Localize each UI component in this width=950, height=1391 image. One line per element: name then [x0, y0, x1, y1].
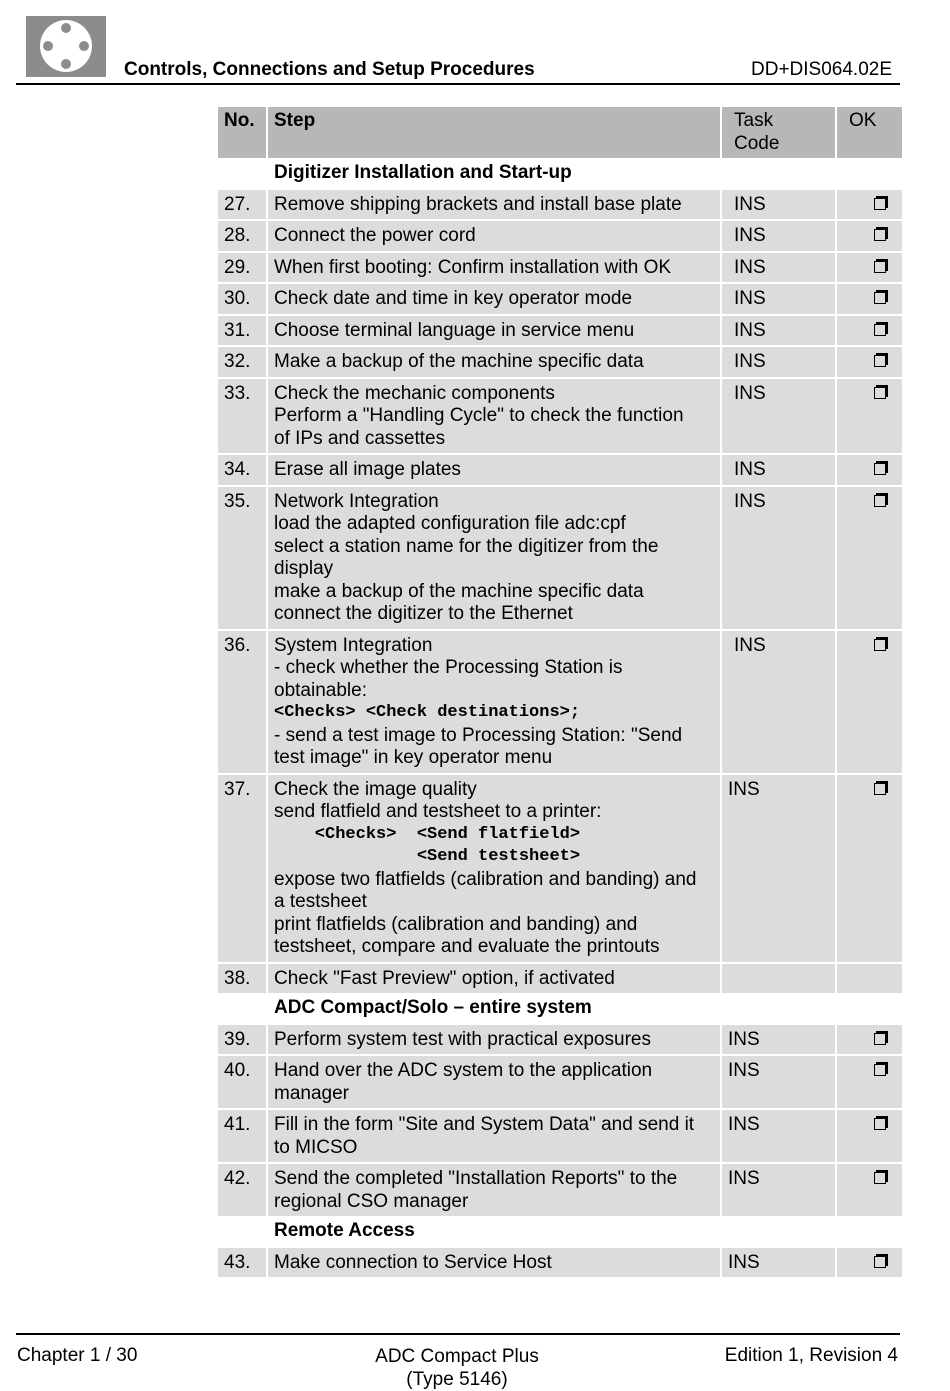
step-line: Perform a "Handling Cycle" to check the function — [274, 405, 684, 426]
step-number: 37. — [218, 775, 266, 962]
ok-cell — [837, 1164, 902, 1216]
table-row — [218, 1110, 898, 1162]
ok-cell — [837, 487, 902, 629]
checkbox-icon[interactable] — [874, 387, 886, 399]
step-line: System Integration — [274, 634, 433, 656]
checkbox-icon[interactable] — [874, 1256, 886, 1268]
step-line: Make a backup of the machine specific data — [274, 351, 644, 372]
table-row — [218, 1025, 898, 1055]
table-row — [218, 1164, 898, 1216]
task-code — [722, 964, 835, 994]
page-title: Controls, Connections and Setup Procedures — [124, 59, 535, 80]
section-title: ADC Compact/Solo – entire system — [268, 995, 720, 1023]
step-line: Check the mechanic components — [274, 382, 555, 404]
section-spacer — [837, 995, 902, 1023]
step-number: 28. — [218, 221, 266, 251]
task-code: INS — [722, 775, 835, 962]
step-line: testsheet, compare and evaluate the printouts — [274, 936, 660, 957]
header-divider — [16, 83, 900, 85]
task-code: INS — [722, 1164, 835, 1216]
footer-product-type: (Type 5146) — [406, 1369, 508, 1390]
task-code: INS — [722, 1056, 835, 1108]
step-text — [268, 631, 720, 773]
column-header-ok: OK — [837, 107, 902, 158]
checkbox-icon[interactable] — [874, 783, 886, 795]
task-code: INS — [722, 316, 835, 346]
power-socket-icon — [26, 16, 106, 77]
step-number: 35. — [218, 487, 266, 629]
table-row — [218, 1248, 898, 1278]
step-number: 30. — [218, 284, 266, 314]
step-number: 36. — [218, 631, 266, 773]
checkbox-icon[interactable] — [874, 292, 886, 304]
ok-cell — [837, 190, 902, 220]
checkbox-icon[interactable] — [874, 495, 886, 507]
step-text — [268, 347, 720, 377]
step-line: print flatfields (calibration and banding) and — [274, 913, 638, 935]
section-row — [218, 995, 898, 1023]
step-line: Fill in the form "Site and System Data" and send it — [274, 1114, 695, 1135]
section-row — [218, 1218, 898, 1246]
ok-cell — [837, 284, 902, 314]
table-row — [218, 253, 898, 283]
step-text — [268, 775, 720, 962]
procedure-table — [218, 107, 898, 1279]
section-spacer — [722, 995, 835, 1023]
checkbox-icon[interactable] — [874, 355, 886, 367]
ok-cell — [837, 1110, 902, 1162]
checkbox-icon[interactable] — [874, 324, 886, 336]
checkbox-icon[interactable] — [874, 1172, 886, 1184]
ok-cell — [837, 455, 902, 485]
section-title: Remote Access — [268, 1218, 720, 1246]
step-line: <Checks> <Send flatfield> — [274, 824, 581, 844]
step-line: display — [274, 558, 334, 579]
section-spacer — [837, 1218, 902, 1246]
step-number: 38. — [218, 964, 266, 994]
task-code: INS — [722, 1025, 835, 1055]
step-line: manager — [274, 1082, 349, 1104]
column-header-no: No. — [218, 107, 266, 158]
footer-product-name: ADC Compact Plus — [375, 1346, 539, 1367]
step-text — [268, 487, 720, 629]
section-row — [218, 160, 898, 188]
step-number: 34. — [218, 455, 266, 485]
table-row — [218, 379, 898, 454]
step-line: Network Integration — [274, 490, 439, 512]
table-row — [218, 316, 898, 346]
table-row — [218, 631, 898, 773]
column-header-task-code-line2: Code — [734, 132, 780, 154]
step-line: regional CSO manager — [274, 1190, 469, 1212]
step-line: load the adapted configuration file adc:cpf — [274, 513, 626, 534]
table-row — [218, 221, 898, 251]
step-text — [268, 964, 720, 994]
ok-cell — [837, 253, 902, 283]
step-text — [268, 1025, 720, 1055]
table-row — [218, 775, 898, 962]
ok-cell — [837, 316, 902, 346]
task-code: INS — [722, 1248, 835, 1278]
checkbox-icon[interactable] — [874, 463, 886, 475]
task-code: INS — [722, 487, 835, 629]
step-line: send flatfield and testsheet to a printer: — [274, 801, 602, 822]
step-line: <Checks> <Check destinations>; — [274, 703, 581, 722]
table-header-row — [218, 107, 898, 158]
socket-face — [40, 20, 92, 72]
ok-cell — [837, 347, 902, 377]
ok-cell — [837, 379, 902, 454]
task-code: INS — [722, 284, 835, 314]
column-header-task-code-line1: Task — [734, 110, 774, 131]
step-line: Check the image quality — [274, 778, 477, 800]
step-number: 41. — [218, 1110, 266, 1162]
step-number: 42. — [218, 1164, 266, 1216]
step-text — [268, 455, 720, 485]
step-line: Hand over the ADC system to the application — [274, 1060, 653, 1081]
ok-cell — [837, 631, 902, 773]
step-line: Connect the power cord — [274, 225, 476, 246]
step-line: <Send testsheet> — [274, 847, 581, 866]
document-code: DD+DIS064.02E — [751, 59, 892, 80]
section-spacer — [218, 160, 266, 188]
table-row — [218, 1056, 898, 1108]
checkbox-icon[interactable] — [874, 1064, 886, 1076]
ok-cell — [837, 1025, 902, 1055]
table-row — [218, 487, 898, 629]
step-text — [268, 379, 720, 454]
footer-chapter: Chapter 1 / 30 — [17, 1345, 138, 1366]
step-line: a testsheet — [274, 891, 367, 912]
step-number: 40. — [218, 1056, 266, 1108]
socket-hole-left — [43, 41, 53, 51]
checkbox-icon[interactable] — [874, 198, 886, 210]
step-text — [268, 284, 720, 314]
step-line: make a backup of the machine specific data — [274, 580, 644, 602]
ok-cell — [837, 1056, 902, 1108]
step-text — [268, 221, 720, 251]
step-number: 27. — [218, 190, 266, 220]
step-text — [268, 253, 720, 283]
section-spacer — [722, 1218, 835, 1246]
checkbox-icon[interactable] — [874, 1033, 886, 1045]
step-line: When first booting: Confirm installation with OK — [274, 256, 672, 278]
step-line: Send the completed "Installation Reports" to the — [274, 1168, 678, 1189]
checkbox-icon[interactable] — [874, 229, 886, 241]
step-line: obtainable: — [274, 679, 367, 701]
section-spacer — [218, 995, 266, 1023]
table-row — [218, 347, 898, 377]
table-row — [218, 190, 898, 220]
ok-cell — [837, 775, 902, 962]
step-number: 43. — [218, 1248, 266, 1278]
step-number: 31. — [218, 316, 266, 346]
step-line: test image" in key operator menu — [274, 747, 553, 768]
step-number: 39. — [218, 1025, 266, 1055]
checkbox-icon[interactable] — [874, 261, 886, 273]
socket-pin-bottom — [61, 59, 71, 69]
step-line: of IPs and cassettes — [274, 427, 446, 449]
footer-divider — [16, 1333, 900, 1335]
task-code: INS — [722, 253, 835, 283]
step-text — [268, 1248, 720, 1278]
step-text — [268, 316, 720, 346]
task-code: INS — [722, 221, 835, 251]
step-line: to MICSO — [274, 1136, 358, 1158]
checkbox-icon[interactable] — [874, 1118, 886, 1130]
step-number: 29. — [218, 253, 266, 283]
step-text — [268, 1056, 720, 1108]
section-spacer — [218, 1218, 266, 1246]
task-code: INS — [722, 631, 835, 773]
task-code: INS — [722, 347, 835, 377]
step-line: Check date and time in key operator mode — [274, 288, 633, 309]
task-code: INS — [722, 1110, 835, 1162]
section-title: Digitizer Installation and Start-up — [268, 160, 720, 188]
ok-cell — [837, 964, 902, 994]
checkbox-icon[interactable] — [874, 639, 886, 651]
footer-edition: Edition 1, Revision 4 — [724, 1345, 898, 1366]
step-number: 32. — [218, 347, 266, 377]
step-text — [268, 1164, 720, 1216]
table-row — [218, 964, 898, 994]
step-line: Check "Fast Preview" option, if activated — [274, 967, 615, 989]
footer-product — [357, 1345, 557, 1391]
table-row — [218, 455, 898, 485]
ok-cell — [837, 1248, 902, 1278]
step-line: - check whether the Processing Station is — [274, 657, 623, 678]
step-line: Erase all image plates — [274, 459, 461, 480]
section-spacer — [837, 160, 902, 188]
task-code: INS — [722, 455, 835, 485]
step-line: Perform system test with practical exposures — [274, 1028, 651, 1050]
step-line: Choose terminal language in service menu — [274, 319, 635, 341]
step-text — [268, 1110, 720, 1162]
step-line: - send a test image to Processing Station: "Send — [274, 724, 683, 746]
step-number: 33. — [218, 379, 266, 454]
task-code: INS — [722, 190, 835, 220]
step-line: connect the digitizer to the Ethernet — [274, 603, 573, 624]
step-text — [268, 190, 720, 220]
column-header-task-code — [722, 107, 835, 158]
step-line: Remove shipping brackets and install base plate — [274, 193, 682, 215]
step-line: select a station name for the digitizer from the — [274, 535, 659, 557]
step-line: expose two flatfields (calibration and banding) and — [274, 868, 697, 890]
table-row — [218, 284, 898, 314]
column-header-step: Step — [268, 107, 720, 158]
ok-cell — [837, 221, 902, 251]
socket-pin-top — [61, 23, 71, 33]
socket-hole-right — [79, 41, 89, 51]
section-spacer — [722, 160, 835, 188]
task-code: INS — [722, 379, 835, 454]
step-line: Make connection to Service Host — [274, 1251, 552, 1273]
